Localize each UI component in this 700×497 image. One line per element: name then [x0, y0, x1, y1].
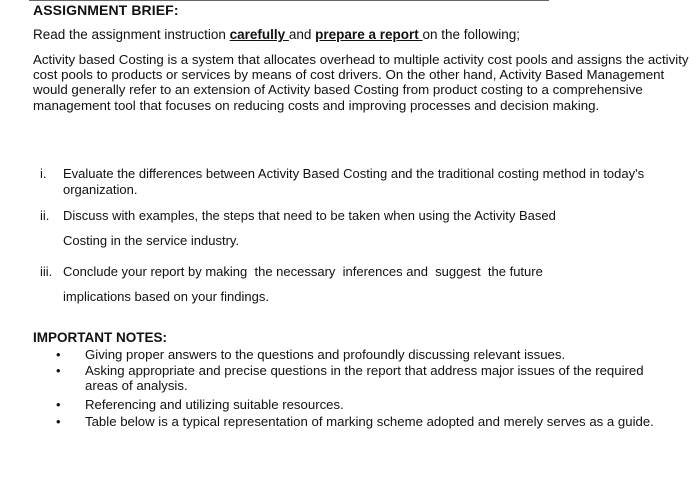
intro-text-end: on the following;	[422, 27, 521, 42]
note-text: Referencing and utilizing suitable resources.	[85, 397, 344, 412]
question-text-line-1: Conclude your report by making the necessary inferences and suggest the future	[63, 264, 543, 279]
question-text-line-2: organization.	[63, 182, 138, 197]
bullet-icon: •	[56, 347, 61, 362]
bullet-icon: •	[56, 363, 61, 378]
question-text-line-1: Discuss with examples, the steps that need to be taken when using the Activity Based	[63, 208, 556, 223]
question-number: ii.	[40, 208, 50, 223]
assignment-brief-heading: ASSIGNMENT BRIEF:	[33, 2, 179, 18]
intro-line	[33, 27, 520, 42]
top-rule	[29, 0, 549, 1]
note-text: Giving proper answers to the questions and profoundly discussing relevant issues.	[85, 347, 566, 362]
abc-description-paragraph: Activity based Costing is a system that allocates overhead to multiple activity cost pools and assigns the activity cost pools to products or services by means of cost drivers. On the other hand, Activity Based Management would generally refer to an extension of Activity based Costing from product costing to a comprehensive management tool that focuses on reducing costs and improving processes and decision making.	[33, 52, 689, 113]
intro-text-start: Read the assignment instruction	[33, 27, 230, 42]
important-notes-heading: IMPORTANT NOTES:	[33, 330, 167, 345]
intro-emphasis-report: prepare a report	[315, 27, 423, 42]
bullet-icon: •	[56, 397, 61, 412]
note-text: Asking appropriate and precise questions in the report that address major issues of the required areas of analysis.	[85, 363, 644, 393]
note-text: Table below is a typical representation of marking scheme adopted and merely serves as a guide.	[85, 414, 654, 429]
question-text-line-1: Evaluate the differences between Activity Based Costing and the traditional costing method in today's	[63, 166, 645, 181]
intro-emphasis-carefully: carefully	[229, 27, 289, 42]
question-number: i.	[40, 166, 47, 181]
question-text-line-2: implications based on your findings.	[63, 289, 269, 304]
intro-text-middle: and	[288, 27, 316, 42]
question-text-line-2: Costing in the service industry.	[63, 233, 240, 248]
bullet-icon: •	[56, 414, 61, 429]
question-number: iii.	[40, 264, 53, 279]
